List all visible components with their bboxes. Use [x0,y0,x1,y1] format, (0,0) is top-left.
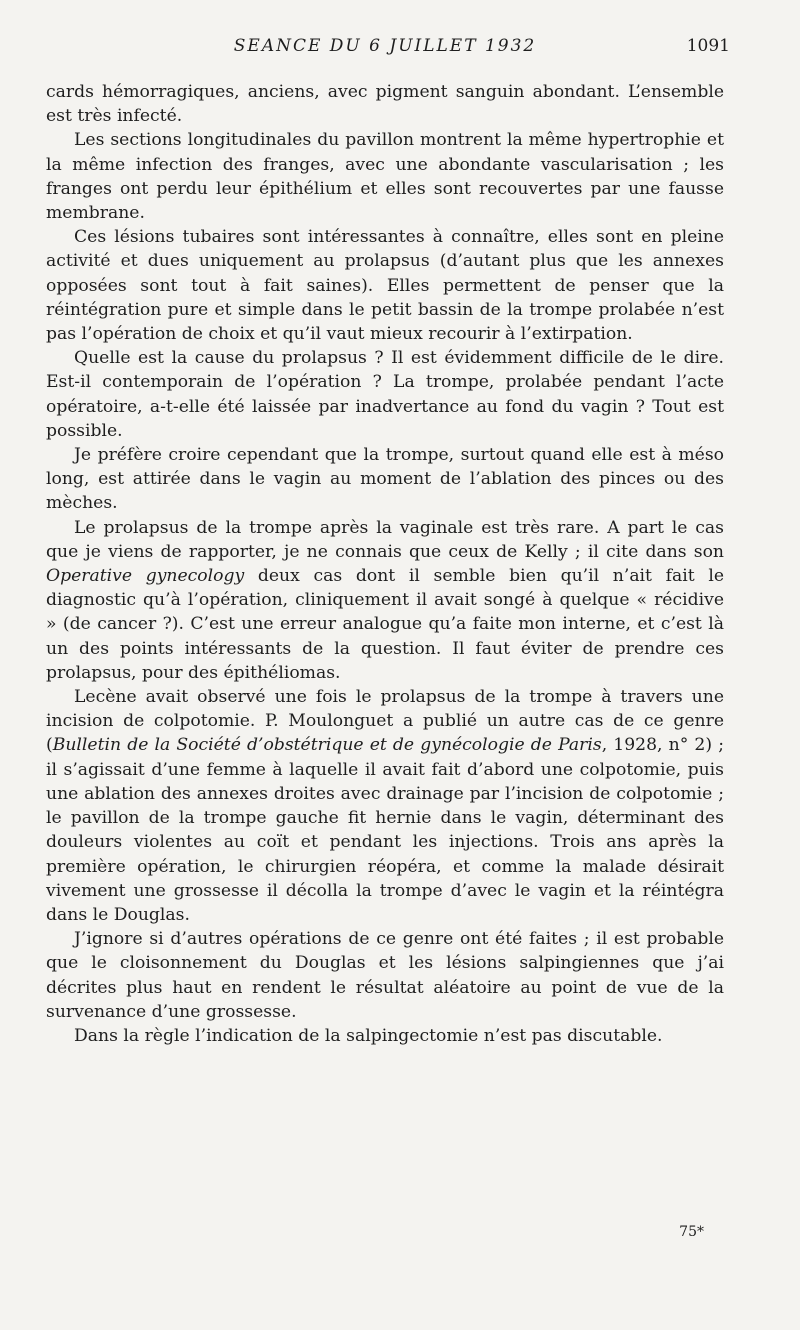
text-run: deux cas dont il semble bien qu’il n’ait fait le diagnostic qu’à l’opération, cliniquement il avait songé à quelque « récidive » (de cancer ?). C’est une erreur analogue qu’a faite mon interne, et c’est là un des points intéressants de la question. Il faut éviter de prendre ces prolapsus, pour des épithéliomas. [46,566,724,683]
text-run: Lecène avait observé une fois le prolapsus de la trompe à travers une incision de colpotomie. P. Moulonguet a publié un autre cas de ce genre ( [46,687,724,756]
paragraph-kelly [46,516,724,685]
running-title: SEANCE DU 6 JUILLET 1932 [233,36,537,56]
book-title: Operative gynecology [46,566,245,587]
paragraph: Les sections longitudinales du pavillon montrent la même hypertrophie et la même infection des franges, avec une abondante vascularisation ; les franges ont perdu leur épithélium et elles sont recouvertes par une fausse membrane. [46,130,724,224]
paragraph: J’ignore si d’autres opérations de ce genre ont été faites ; il est probable que le cloisonnement du Douglas et les lésions salpingiennes que j’ai décrites plus haut en rendent le résultat aléatoire au point de vue de la survenance d’une grossesse. [46,929,724,1022]
paragraph: Je préfère croire cependant que la trompe, surtout quand elle est à méso long, est attirée dans le vagin au moment de l’ablation des pinces ou des mèches. [46,445,724,514]
text-run: , 1928, n° 2) ; il s’agissait d’une femme à laquelle il avait fait d’abord une colpotomie, puis une ablation des annexes droites avec drainage par l’incision de colpotomie ; le pavillon de la trompe gauche fit hernie dans le vagin, déterminant des douleurs violentes au coït et pendant les injections. Trois ans après la première opération, le chirurgien réopéra, et comme la malade désirait vivement une grossesse il décolla la trompe d’avec le vagin et la réintégra dans le Douglas. [46,735,724,925]
paragraph: Ces lésions tubaires sont intéressantes à connaître, elles sont en pleine activité et dues uniquement au prolapsus (d’autant plus que les annexes opposées sont tout à fait saines). Elles permettent de penser que la réintégration pure et simple dans le petit bassin de la trompe prolabée n’est pas l’opération de choix et qu’il vaut mieux recourir à l’extirpation. [46,227,724,345]
body-text [46,80,724,1048]
page-number: 1091 [686,36,730,56]
running-header [46,36,730,58]
paragraph-conclusion: Dans la règle l’indication de la salpingectomie n’est pas discutable. [74,1025,663,1046]
paragraph-lecene [46,685,724,927]
paragraph: Quelle est la cause du prolapsus ? Il est évidemment difficile de le dire. Est-il contemporain de l’opération ? La trompe, prolabée pendant l’acte opératoire, a-t-elle été laissée par inadvertance au fond du vagin ? Tout est possible. [46,348,724,441]
journal-title: Bulletin de la Société d’obstétrique et de gynécologie de Paris [52,735,602,756]
signature-mark: 75* [679,1224,704,1240]
text-run: Le prolapsus de la trompe après la vaginale est très rare. A part le cas que je viens de rapporter, je ne connais que ceux de Kelly ; il cite dans son [46,517,724,562]
paragraph-continued: cards hémorragiques, anciens, avec pigment sanguin abondant. L’ensemble est très infecté. [46,82,724,127]
